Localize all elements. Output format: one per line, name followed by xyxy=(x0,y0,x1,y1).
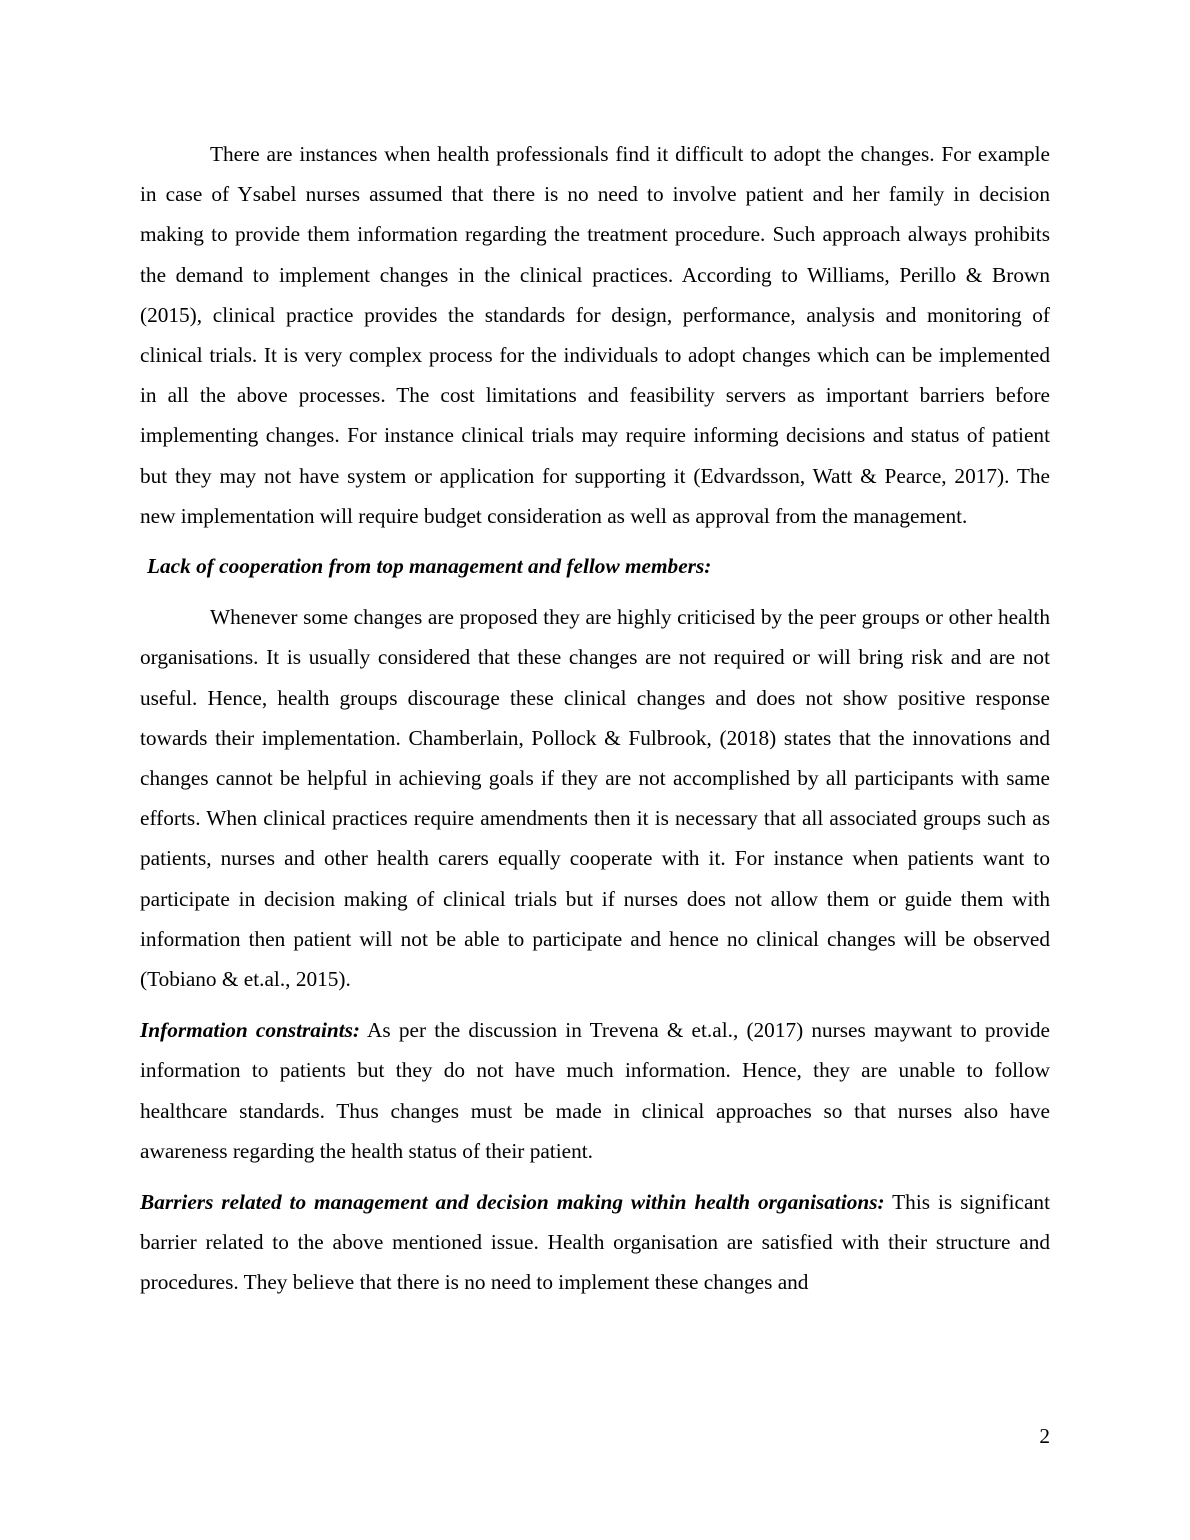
page-body xyxy=(140,134,1050,1303)
heading-lack-of-cooperation: Lack of cooperation from top management and fellow members: xyxy=(147,554,712,579)
paragraph-management-barriers xyxy=(140,1182,1050,1303)
paragraph-cooperation: Whenever some changes are proposed they are highly criticised by the peer groups or other health organisations. It is usually considered that these changes are not required or will bring risk and are not useful. Hence, health groups discourage these clinical changes and does not show positive response towards their implementation. Chamberlain, Pollock & Fulbrook, (2018) states that the innovations and changes cannot be helpful in achieving goals if they are not accomplished by all participants with same efforts. When clinical practices require amendments then it is necessary that all associated groups such as patients, nurses and other health carers equally cooperate with it. For instance when patients want to participate in decision making of clinical trials but if nurses does not allow them or guide them with information then patient will not be able to participate and hence no clinical changes will be observed (Tobiano & et.al., 2015). xyxy=(140,605,1050,992)
text-management-barriers: This is significant barrier related to the above mentioned issue. Health organisation are satisfied with their structure and procedures. They believe that there is no need to implement these changes and xyxy=(140,1190,1050,1295)
paragraph-adoption-difficulty: There are instances when health professionals find it difficult to adopt the changes. For example in case of Ysabel nurses assumed that there is no need to involve patient and her family in decision making to provide them information regarding the treatment procedure. Such approach always prohibits the demand to implement changes in the clinical practices. According to Williams, Perillo & Brown (2015), clinical practice provides the standards for design, performance, analysis and monitoring of clinical trials. It is very complex process for the individuals to adopt changes which can be implemented in all the above processes. The cost limitations and feasibility servers as important barriers before implementing changes. For instance clinical trials may require informing decisions and status of patient but they may not have system or application for supporting it (Edvardsson, Watt & Pearce, 2017). The new implementation will require budget consideration as well as approval from the management. xyxy=(140,142,1050,528)
text-information-constraints: As per the discussion in Trevena & et.al., (2017) nurses maywant to provide information to patients but they do not have much information. Hence, they are unable to follow healthcare standards. Thus changes must be made in clinical approaches so that nurses also have awareness regarding the health status of their patient. xyxy=(140,1018,1050,1163)
lead-information-constraints: Information constraints: xyxy=(140,1018,361,1043)
lead-management-barriers: Barriers related to management and decision making within health organisations: xyxy=(140,1190,885,1215)
page-number: 2 xyxy=(1039,1424,1050,1448)
paragraph-information-constraints xyxy=(140,1010,1050,1171)
